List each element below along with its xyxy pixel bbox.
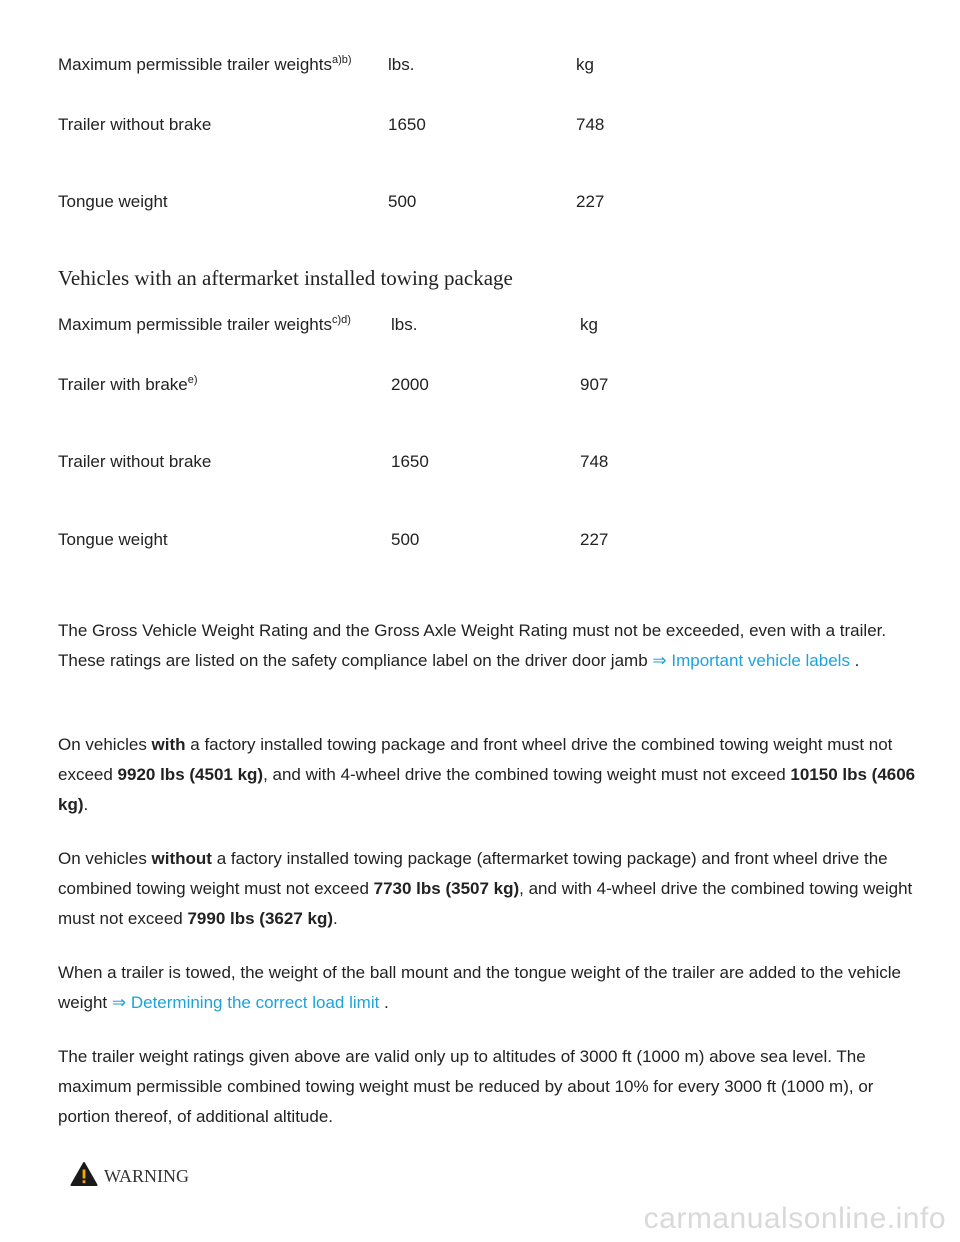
important-vehicle-labels-link[interactable]: ⇒ Important vehicle labels: [652, 651, 850, 670]
table2-header-label: Maximum permissible trailer weights$^{c)d)}$: [58, 314, 351, 334]
paragraph-with-package: On vehicles with a factory installed towing package and front wheel drive the combined towing weight must not exceed 9920 lbs (4501 kg), and with 4-wheel drive the combined towing weight must not exceed 10150 lbs (4606 kg).: [58, 735, 916, 814]
table2-header-row: [58, 313, 758, 337]
row-lbs: 500: [391, 530, 420, 549]
table-row: [58, 190, 758, 214]
row-lbs: 500: [388, 192, 417, 211]
table2-header-lbs: lbs.: [391, 315, 418, 334]
table1-header-row: [58, 53, 758, 77]
row-kg: 227: [580, 530, 609, 549]
row-label: Tongue weight: [58, 192, 168, 211]
warning-triangle-icon: [70, 1161, 98, 1192]
row-lbs: 2000: [391, 375, 429, 394]
row-kg: 907: [580, 375, 609, 394]
paragraph-altitude: The trailer weight ratings given above are valid only up to altitudes of 3000 ft (1000 m) above sea level. The maximum permissible combined towing weight must be reduced by about 10% for every 3000 ft (1000 m), or portion thereof, of additional altitude.: [58, 1047, 874, 1126]
table1-header-label: Maximum permissible trailer weights$^{a)b)}$: [58, 54, 352, 74]
row-kg: 748: [576, 115, 605, 134]
table-row: [58, 373, 758, 397]
row-label: Tongue weight: [58, 530, 168, 549]
row-label: Trailer without brake: [58, 452, 212, 471]
table-row: [58, 113, 758, 137]
row-label: Trailer with brake$^{e)}$: [58, 374, 198, 394]
table1-header-lbs: lbs.: [388, 55, 415, 74]
table2-header-kg: kg: [580, 315, 598, 334]
load-limit-link[interactable]: ⇒ Determining the correct load limit: [111, 993, 380, 1012]
table-row: [58, 528, 758, 552]
row-lbs: 1650: [388, 115, 426, 134]
warning-heading: [70, 1162, 189, 1190]
section-heading: Vehicles with an aftermarket installed towing package: [58, 266, 513, 290]
table1-header-kg: kg: [576, 55, 594, 74]
table1-header-footnote: a)b): [331, 54, 352, 66]
paragraph-gvwr: The Gross Vehicle Weight Rating and the Gross Axle Weight Rating must not be exceeded, even with a trailer. These ratings are listed on the safety compliance label on the driver door jamb ⇒ Important vehicle labels .: [58, 621, 887, 670]
table-row: [58, 450, 758, 474]
row-lbs: 1650: [391, 452, 429, 471]
row-kg: 748: [580, 452, 609, 471]
row-footnote: e): [187, 374, 198, 386]
watermark: carmanualsonline.info: [643, 1202, 946, 1235]
table2-header-footnote: c)d): [331, 314, 351, 326]
warning-label: WARNING: [104, 1165, 189, 1186]
paragraph-towed-weight: When a trailer is towed, the weight of the ball mount and the tongue weight of the trailer are added to the vehicle weight ⇒ Determining the correct load limit .: [58, 963, 901, 1012]
paragraph-without-package: On vehicles without a factory installed towing package (aftermarket towing package) and front wheel drive the combined towing weight must not exceed 7730 lbs (3507 kg), and with 4-wheel drive the combined towing weight must not exceed 7990 lbs (3627 kg).: [58, 849, 913, 928]
row-label: Trailer without brake: [58, 115, 212, 134]
row-kg: 227: [576, 192, 605, 211]
